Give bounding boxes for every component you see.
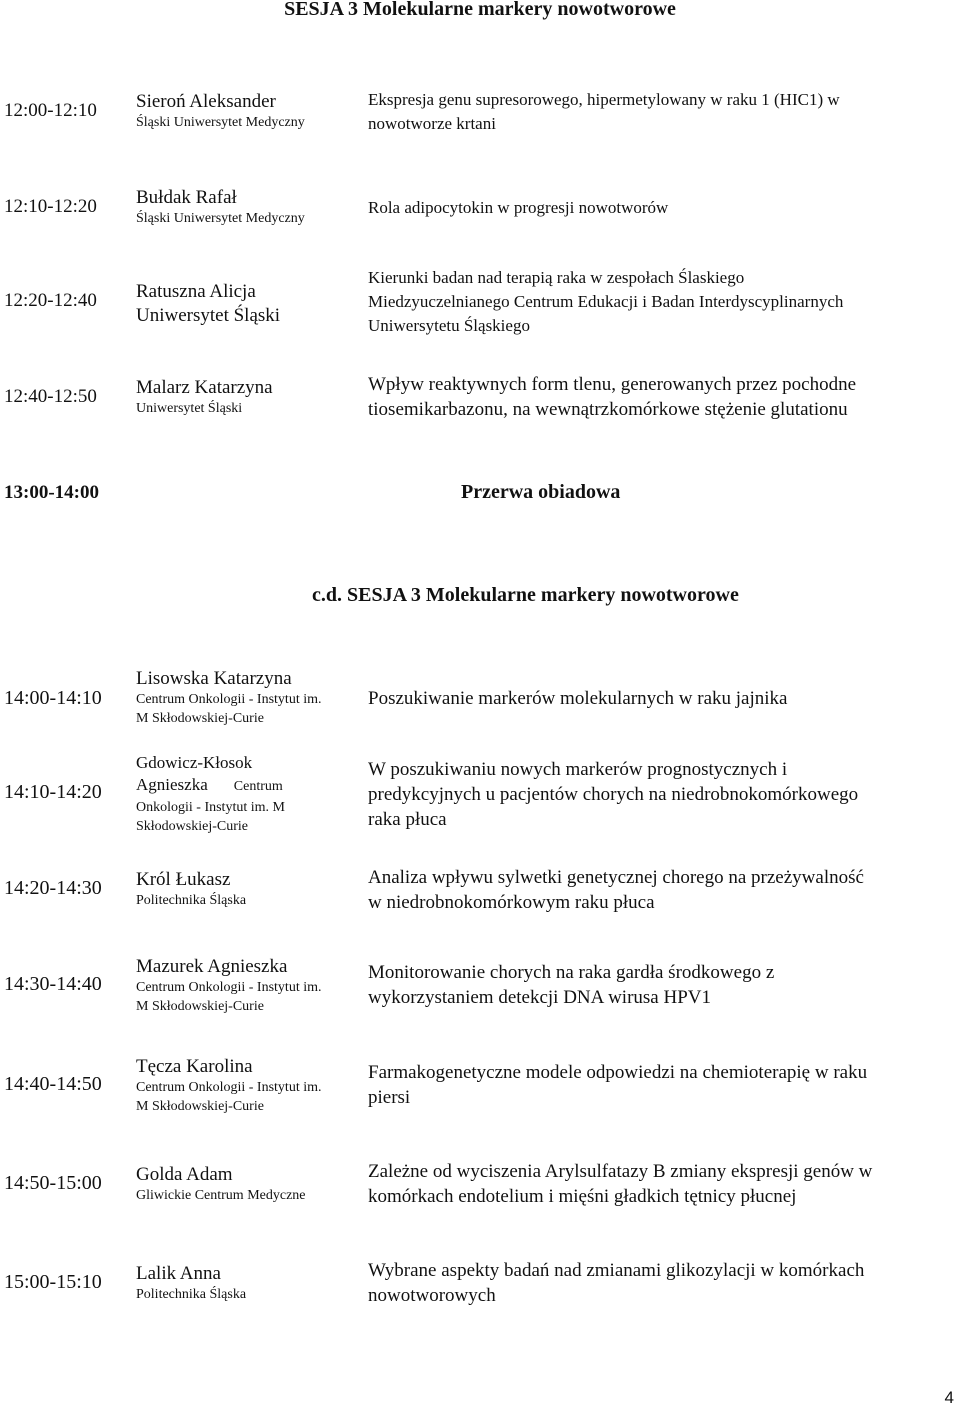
speaker (136, 90, 361, 132)
talk-title-line: tiosemikarbazonu, na wewnątrzkomórkowe stężenie glutationu (368, 399, 848, 420)
speaker-name: Ratuszna Alicja (136, 281, 256, 302)
break-label: Przerwa obiadowa (461, 481, 621, 503)
talk-title (368, 757, 960, 832)
time-slot: 15:00-15:10 (4, 1271, 102, 1293)
speaker-affiliation: Onkologii - Instytut im. M (136, 800, 285, 815)
talk-title-line: Miedzyuczelnianego Centrum Edukacji i Badan Interdyscyplinarnych (368, 292, 844, 311)
talk-title-line: Analiza wpływu sylwetki genetycznej chorego na przeżywalność (368, 867, 864, 888)
page-number: 4 (944, 1388, 954, 1407)
speaker-name: Sieroń Aleksander (136, 91, 276, 112)
speaker-name: Golda Adam (136, 1164, 233, 1185)
time-slot: 14:30-14:40 (4, 973, 102, 995)
talk-title-line: raka płuca (368, 809, 447, 830)
speaker-affiliation: Śląski Uniwersytet Medyczny (136, 115, 305, 130)
talk-title-line: wykorzystaniem detekcji DNA wirusa HPV1 (368, 987, 711, 1008)
speaker-name: Tęcza Karolina (136, 1056, 253, 1077)
speaker-name: Malarz Katarzyna (136, 377, 273, 398)
time-slot: 14:00-14:10 (4, 687, 102, 709)
session-heading: SESJA 3 Molekularne markery nowotworowe (284, 0, 676, 20)
talk-title (368, 1258, 960, 1308)
speaker-affiliation: Gliwickie Centrum Medyczne (136, 1188, 306, 1203)
speaker (136, 1262, 361, 1304)
talk-title (368, 1060, 960, 1110)
speaker-name-line (136, 774, 361, 798)
speaker-affiliation: Centrum (233, 779, 283, 794)
speaker (136, 667, 361, 728)
talk-title-line: Rola adipocytokin w progresji nowotworów (368, 198, 669, 217)
talk-title (368, 686, 960, 711)
talk-title-line: piersi (368, 1087, 411, 1108)
talk-title (368, 266, 960, 338)
speaker (136, 868, 361, 910)
speaker (136, 752, 361, 836)
speaker-affiliation: Skłodowskiej-Curie (136, 819, 248, 834)
speaker-affiliation: Uniwersytet Śląski (136, 401, 243, 416)
speaker-affiliation: M Skłodowskiej-Curie (136, 711, 264, 726)
session-heading: c.d. SESJA 3 Molekularne markery nowotworowe (312, 584, 739, 606)
break-time: 13:00-14:00 (4, 482, 99, 503)
speaker (136, 186, 361, 228)
time-slot: 14:20-14:30 (4, 877, 102, 899)
speaker-name: Bułdak Rafał (136, 187, 237, 208)
talk-title-line: komórkach endotelium i mięśni gładkich tętnicy płucnej (368, 1186, 797, 1207)
talk-title-line: predykcyjnych u pacjentów chorych na niedrobnokomórkowego (368, 784, 859, 805)
speaker (136, 376, 361, 418)
talk-title-line: Ekspresja genu supresorowego, hipermetylowany w raku 1 (HIC1) w (368, 90, 840, 109)
speaker-affiliation: Politechnika Śląska (136, 1287, 247, 1302)
talk-title (368, 372, 960, 422)
speaker-affiliation: Politechnika Śląska (136, 893, 247, 908)
time-slot: 14:50-15:00 (4, 1172, 102, 1194)
talk-title-line: nowotworze krtani (368, 114, 496, 133)
speaker-affiliation: Centrum Onkologii - Instytut im. (136, 692, 322, 707)
talk-title-line: Farmakogenetyczne modele odpowiedzi na chemioterapię w raku (368, 1062, 868, 1083)
speaker-name: Lisowska Katarzyna (136, 668, 292, 689)
talk-title-line: Kierunki badan nad terapią raka w zespołach Ślaskiego (368, 268, 745, 287)
speaker (136, 955, 361, 1016)
speaker-name: Gdowicz-Kłosok (136, 753, 253, 772)
speaker-name: Mazurek Agnieszka (136, 956, 288, 977)
speaker-name: Król Łukasz (136, 869, 231, 890)
talk-title-line: Monitorowanie chorych na raka gardła środkowego z (368, 962, 775, 983)
speaker-name: Lalik Anna (136, 1263, 221, 1284)
speaker-affiliation: Uniwersytet Śląski (136, 305, 281, 326)
talk-title-line: Uniwersytetu Śląskiego (368, 316, 530, 335)
talk-title (368, 865, 960, 915)
talk-title (368, 88, 960, 136)
talk-title (368, 196, 960, 220)
time-slot: 14:40-14:50 (4, 1073, 102, 1095)
talk-title (368, 1159, 960, 1209)
talk-title-line: Wybrane aspekty badań nad zmianami glikozylacji w komórkach (368, 1260, 865, 1281)
speaker-affiliation: Śląski Uniwersytet Medyczny (136, 211, 305, 226)
speaker-affiliation: M Skłodowskiej-Curie (136, 1099, 264, 1114)
talk-title-line: W poszukiwaniu nowych markerów prognostycznych i (368, 759, 788, 780)
speaker (136, 1163, 361, 1205)
time-slot: 14:10-14:20 (4, 781, 102, 803)
speaker-affiliation: Centrum Onkologii - Instytut im. (136, 1080, 322, 1095)
speaker-affiliation: M Skłodowskiej-Curie (136, 999, 264, 1014)
speaker (136, 280, 361, 328)
time-slot: 12:10-12:20 (4, 196, 97, 217)
talk-title-line: Zależne od wyciszenia Arylsulfatazy B zmiany ekspresji genów w (368, 1161, 873, 1182)
time-slot: 12:40-12:50 (4, 386, 97, 407)
speaker-affiliation: Centrum Onkologii - Instytut im. (136, 980, 322, 995)
talk-title-line: w niedrobnokomórkowym raku płuca (368, 892, 655, 913)
time-slot: 12:00-12:10 (4, 100, 97, 121)
speaker (136, 1055, 361, 1116)
talk-title-line: Wpływ reaktywnych form tlenu, generowanych przez pochodne (368, 374, 857, 395)
talk-title-line: nowotworowych (368, 1285, 496, 1306)
speaker-name: Agnieszka (136, 775, 208, 794)
talk-title-line: Poszukiwanie markerów molekularnych w raku jajnika (368, 688, 788, 709)
talk-title (368, 960, 960, 1010)
time-slot: 12:20-12:40 (4, 290, 97, 311)
